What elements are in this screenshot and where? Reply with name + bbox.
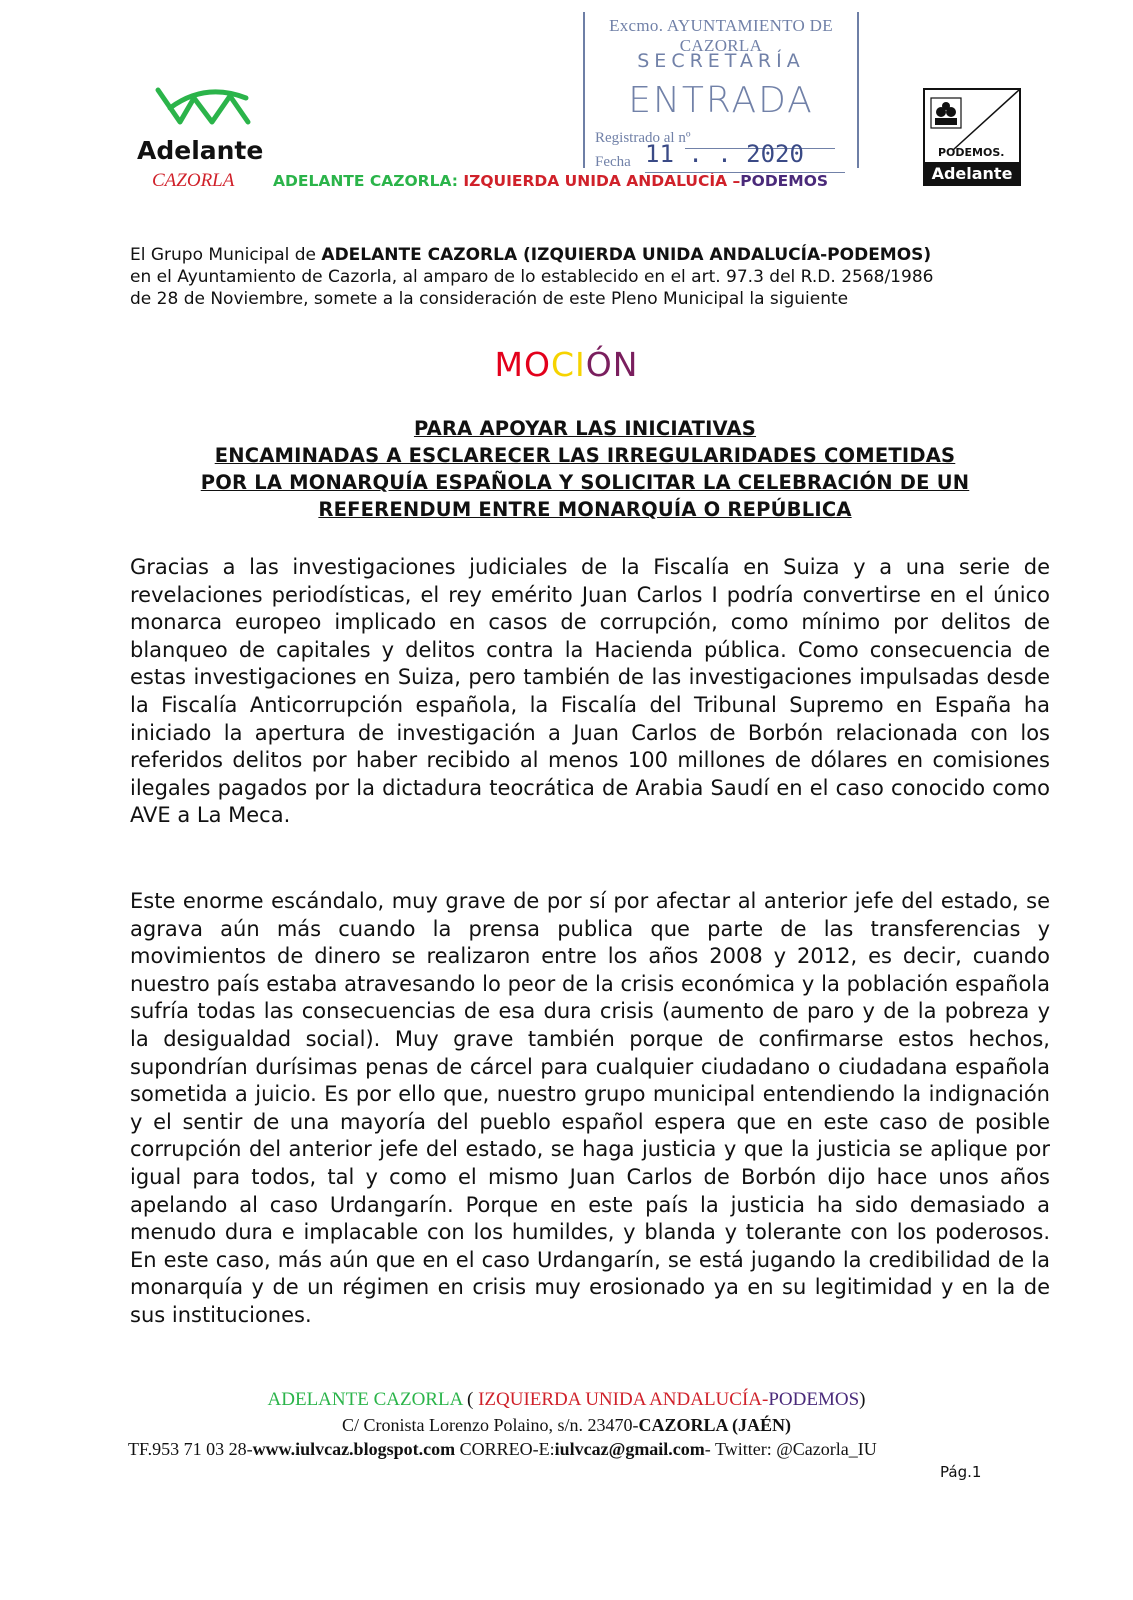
intro-line-1-text: El Grupo Municipal de xyxy=(130,245,322,265)
title-part-3: ÓN xyxy=(585,345,639,384)
intro-line-3: de 28 de Noviembre, somete a la consideración de este Pleno Municipal la siguiente xyxy=(130,289,849,309)
header-part-dash: – xyxy=(727,172,741,190)
footer-address xyxy=(0,1415,1133,1436)
intro-line-2: en el Ayuntamiento de Cazorla, al amparo de lo establecido en el art. 97.3 del R.D. 2568/1986 xyxy=(130,267,934,287)
subtitle-line-3: POR LA MONARQUÍA ESPAÑOLA Y SOLICITAR LA CELEBRACIÓN DE UN xyxy=(200,471,970,494)
footer-adelante: ADELANTE CAZORLA xyxy=(267,1389,467,1410)
footer-paren-close: ) xyxy=(859,1389,866,1410)
footer-street: C/ Cronista Lorenzo Polaino, s/n. 23470- xyxy=(342,1415,639,1435)
stamp-date-label: Fecha xyxy=(595,154,631,170)
footer-city: CAZORLA (JAÉN) xyxy=(638,1415,791,1435)
body-paragraph-1: Gracias a las investigaciones judiciales de la Fiscalía en Suiza y a una serie de revelaciones periodísticas, el rey emérito Juan Carlos I podría convertirse en el único monarca europeo implicado en casos de corrupción, como mínimo por delitos de blanqueo de capitales y delitos contra la Hacienda pública. Como consecuencia de estas investigaciones en Suiza, pero también de las investigaciones impulsadas desde la Fiscalía Anticorrupción española, la Fiscalía del Tribunal Supremo en España ha iniciado la apertura de investigación a Juan Carlos de Borbón relacionada con los referidos delitos por haber recibido al menos 100 millones de dólares en comisiones ilegales pagados por la dictadura teocrática de Arabia Saudí en el caso conocido como AVE a La Meca. xyxy=(130,555,1050,828)
subtitle-line-4: REFERENDUM ENTRE MONARQUÍA O REPÚBLICA xyxy=(318,498,852,521)
header-part-iu: IZQUIERDA UNIDA ANDALUCÍA xyxy=(463,172,728,190)
title-part-2: CI xyxy=(551,345,586,384)
adelante-logo-icon xyxy=(150,78,260,140)
subtitle-line-2: ENCAMINADAS A ESCLARECER LAS IRREGULARIDADES COMETIDAS xyxy=(214,444,956,467)
motion-title xyxy=(0,345,1133,384)
footer-email-label: CORREO-E: xyxy=(455,1439,555,1459)
footer-blog-link[interactable]: www.iulvcaz.blogspot.com xyxy=(252,1439,456,1459)
brand-city: CAZORLA xyxy=(152,170,235,191)
footer-dash: - xyxy=(762,1389,769,1410)
podemos-logo-label: PODEMOS. xyxy=(938,146,1005,159)
header-part-adelante: ADELANTE CAZORLA: xyxy=(273,172,464,190)
footer-iu: IZQUIERDA UNIDA ANDALUCÍA xyxy=(478,1389,763,1410)
stamp-entry: ENTRADA xyxy=(628,80,814,121)
body-paragraph-2: Este enorme escándalo, muy grave de por sí por afectar al anterior jefe del estado, se agrava aún más cuando la prensa publica que parte de las transferencias y movimientos de dinero se realizaron entre los años 2008 y 2012, es decir, cuando nuestro país estaba atravesando lo peor de la crisis económica y la población española sufría todas las consecuencias de esa dura crisis (aumento de paro y de la pobreza y la desigualdad social). Muy grave también porque de confirmarse estos hechos, supondrían durísimas penas de cárcel para cualquier ciudadano o ciudadana española sometida a juicio. Es por ello que, nuestro grupo municipal entendiendo la indignación y el sentir de una mayoría del pueblo español espera que en este caso de posible corrupción del anterior jefe del estado, se haga justicia y que la justicia se aplique por igual para todos, tal y como el mismo Juan Carlos de Borbón dijo hace unos años apelando al caso Urdangarín. Porque en este país la justicia ha sido demasiado a menudo dura e implacable con los humildes, y blanda y tolerante con los poderosos. En este caso, más aún que en el caso Urdangarín, se está jugando la credibilidad de la monarquía y de un régimen en crisis muy erosionado ya en su legitimidad y en la de sus instituciones. xyxy=(130,889,1050,1327)
intro-paragraph xyxy=(130,244,1060,310)
footer-phone: TF.953 71 03 28- xyxy=(128,1439,253,1459)
podemos-logo-band: Adelante xyxy=(923,162,1021,186)
stamp-date-value: 11 . . 2020 xyxy=(645,140,804,168)
intro-group-name: ADELANTE CAZORLA (IZQUIERDA UNIDA ANDALUCÍA-PODEMOS) xyxy=(321,245,932,265)
page-number: Pág.1 xyxy=(940,1463,982,1481)
brand-name: Adelante xyxy=(137,136,264,165)
footer-twitter: - Twitter: @Cazorla_IU xyxy=(704,1439,877,1459)
title-part-1: MO xyxy=(494,345,551,384)
header-coalition-line xyxy=(273,172,828,190)
footer-line-1 xyxy=(0,1389,1133,1411)
footer-contact xyxy=(128,1439,877,1460)
stamp-date-line xyxy=(645,172,845,173)
stamp-registered-label: Registrado al nº xyxy=(595,130,691,146)
stamp-institution: Excmo. AYUNTAMIENTO DE CAZORLA xyxy=(609,16,833,55)
registry-stamp xyxy=(583,12,859,168)
motion-subtitle xyxy=(120,415,1050,523)
footer-paren-open: ( xyxy=(467,1389,479,1410)
footer-email-link[interactable]: iulvcaz@gmail.com xyxy=(554,1439,705,1459)
subtitle-line-1: PARA APOYAR LAS INICIATIVAS xyxy=(413,417,757,440)
stamp-department: SECRETARÍA xyxy=(637,50,805,72)
intro-line-1 xyxy=(130,244,1060,266)
footer-podemos: PODEMOS xyxy=(768,1389,860,1410)
header-part-podemos: PODEMOS xyxy=(740,172,829,190)
